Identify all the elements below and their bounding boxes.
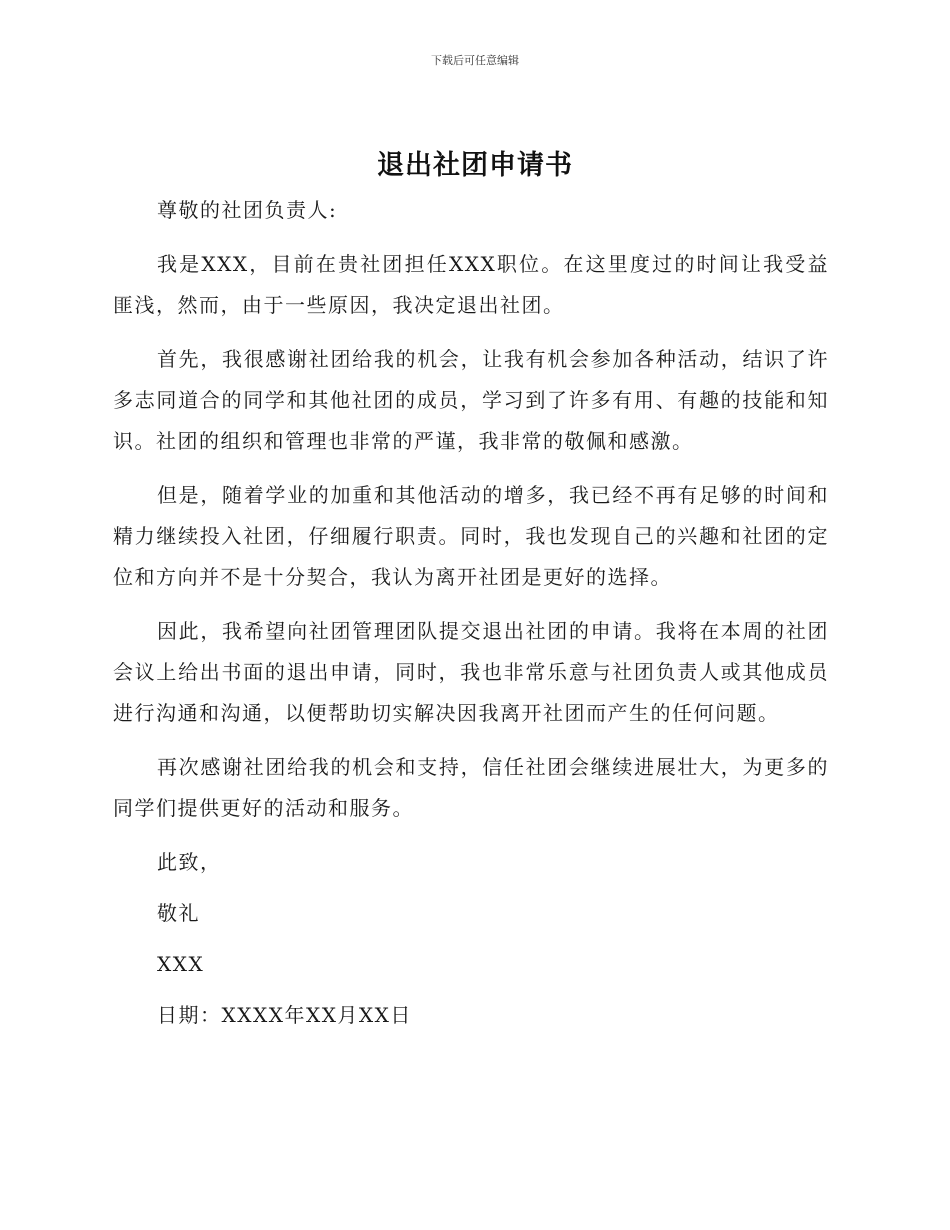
closing-greeting: 此致， <box>157 850 222 874</box>
date-line: 日期：XXXX年XX月XX日 <box>157 1003 412 1027</box>
salutation: 尊敬的社团负责人: <box>157 198 338 222</box>
paragraph-reasons: 但是，随着学业的加重和其他活动的增多，我已经不再有足够的时间和精力继续投入社团，仔细履行职责。同时，我也发现自己的兴趣和社团的定位和方向并不是十分契合，我认为离开社团是更好的选择。 <box>113 483 829 589</box>
page-header-note: 下载后可任意编辑 <box>431 54 519 67</box>
document-title: 退出社团申请书 <box>377 150 573 181</box>
document-body <box>113 190 829 1046</box>
paragraph-gratitude: 首先，我很感谢社团给我的机会，让我有机会参加各种活动，结识了许多志同道合的同学和其他社团的成员，学习到了许多有用、有趣的技能和知识。社团的组织和管理也非常的严谨，我非常的敬佩和感激。 <box>113 347 829 453</box>
closing-salute: 敬礼 <box>157 901 200 925</box>
paragraph-request: 因此，我希望向社团管理团队提交退出社团的申请。我将在本周的社团会议上给出书面的退出申请，同时，我也非常乐意与社团负责人或其他成员进行沟通和沟通，以便帮助切实解决因我离开社团而产生的任何问题。 <box>113 619 829 725</box>
paragraph-thanks: 再次感谢社团给我的机会和支持，信任社团会继续进展壮大，为更多的同学们提供更好的活动和服务。 <box>113 755 829 820</box>
paragraph-introduction: 我是XXX，目前在贵社团担任XXX职位。在这里度过的时间让我受益匪浅，然而，由于一些原因，我决定退出社团。 <box>113 252 829 317</box>
signature: XXX <box>157 952 205 976</box>
